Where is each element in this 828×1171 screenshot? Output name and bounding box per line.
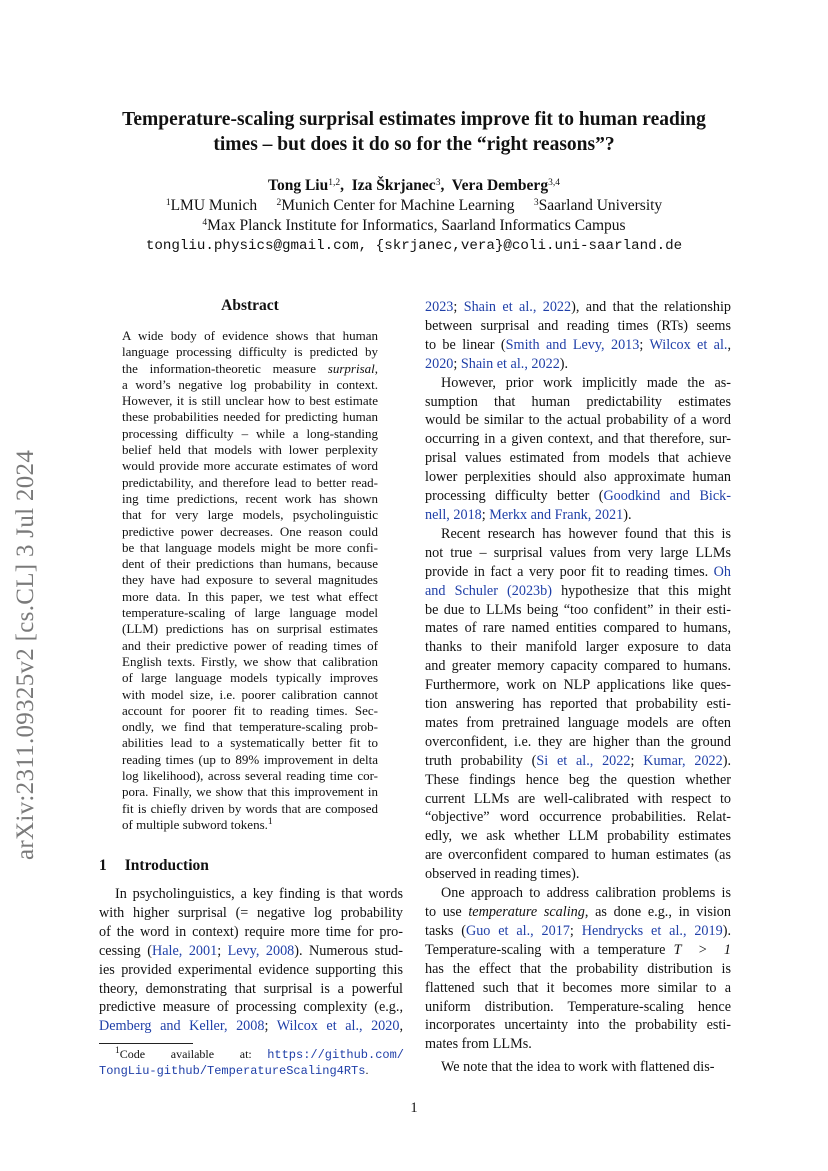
citation-link[interactable] bbox=[536, 753, 630, 769]
text-run: to use bbox=[425, 904, 469, 920]
text-line: Furthermore, work on NLP applications like ques- bbox=[425, 677, 731, 694]
text-line: “objective” word occurrence probabilities. Relat- bbox=[425, 809, 731, 826]
abstract-line bbox=[122, 817, 378, 833]
text-run: , 2022 bbox=[524, 355, 560, 372]
abstract-line: processing difficulty – while a long-standing bbox=[122, 425, 378, 441]
text-line: These findings hence beg the question whether bbox=[425, 771, 731, 788]
text-line: However, prior work implicitly made the as- bbox=[441, 374, 731, 391]
text-run: ; bbox=[569, 922, 582, 939]
text-run: , 2008 bbox=[223, 1018, 265, 1035]
title-line: Temperature-scaling surprisal estimates improve fit to human reading bbox=[122, 109, 706, 130]
text-line bbox=[425, 752, 731, 771]
author-affil-mark: 3,4 bbox=[548, 178, 560, 188]
text-run: provide in fact a very poor fit to reading times. bbox=[425, 563, 714, 580]
emphasis: temperature scaling bbox=[468, 904, 585, 920]
abstract-line: that for very large models, psycholinguistic bbox=[122, 507, 378, 523]
abstract-line: fit is chiefly driven by words that are composed bbox=[122, 800, 378, 816]
page-number: 1 bbox=[410, 1100, 418, 1116]
text-run: Hale bbox=[151, 942, 179, 959]
text-line: tion answering has reported that probability esti- bbox=[425, 696, 731, 713]
abstract-line: the information-theoretic measure surprisal, bbox=[122, 360, 378, 376]
text-run: hypothesize that this might bbox=[551, 582, 732, 599]
abstract-line: reading times (up to 89% improvement in delta bbox=[122, 751, 378, 767]
affiliations-line bbox=[80, 216, 748, 236]
text-run: , 2021 bbox=[587, 506, 624, 523]
text-run: ; bbox=[639, 336, 650, 353]
citation-link[interactable] bbox=[99, 1018, 264, 1034]
footnote-link[interactable]: https://github.com/ bbox=[267, 1048, 405, 1062]
text-run: truth probability ( bbox=[425, 752, 537, 769]
citation-link[interactable] bbox=[228, 943, 295, 959]
abstract-line: they have had exposure to several magnitudes bbox=[122, 572, 378, 588]
text-run: and Schuler bbox=[425, 582, 498, 599]
abstract-line: ondly, we find that temperature-scaling prob- bbox=[122, 719, 378, 735]
citation-link[interactable] bbox=[425, 299, 453, 315]
text-run: , as done e.g., in vision bbox=[584, 904, 731, 920]
abstract-line: A wide body of evidence shows that human bbox=[122, 328, 378, 343]
text-line: uniform distribution. Temperature-scaling hence bbox=[425, 998, 731, 1015]
math-inline: T > 1 bbox=[673, 941, 731, 958]
footnote-line bbox=[99, 1047, 404, 1063]
citation-link[interactable] bbox=[152, 943, 217, 959]
abstract-line: temperature-scaling of large language model bbox=[122, 605, 378, 621]
right-column-body bbox=[425, 298, 731, 1054]
abstract-heading: Abstract bbox=[221, 297, 279, 314]
text-line: observed in reading times). bbox=[425, 866, 580, 883]
citation-link[interactable]: Oh bbox=[713, 563, 731, 580]
author-affil-mark: 1,2 bbox=[328, 178, 341, 188]
text-run: , 2013 bbox=[601, 336, 640, 353]
text-line bbox=[425, 563, 731, 582]
abstract-line: account for poorer fit to reading times. Sec- bbox=[122, 702, 378, 718]
text-run: ; bbox=[453, 355, 461, 372]
text-run: nell bbox=[425, 506, 447, 523]
text-run: ; bbox=[481, 506, 490, 523]
citation-link[interactable] bbox=[489, 507, 623, 523]
citation-link[interactable] bbox=[461, 356, 560, 372]
text-line bbox=[425, 922, 731, 941]
section-title: Introduction bbox=[124, 857, 209, 874]
text-line: We note that the idea to work with flattened dis- bbox=[441, 1059, 715, 1075]
text-run: Temperature-scaling with a temperature bbox=[425, 941, 674, 958]
footnote-mark: 1 bbox=[267, 816, 273, 827]
text-run: ). bbox=[559, 355, 569, 372]
citation-link[interactable] bbox=[582, 923, 723, 939]
footnote-divider bbox=[99, 1043, 193, 1044]
footnote-link[interactable]: TongLiu-github/TemperatureScaling4RTs bbox=[99, 1064, 366, 1078]
text-run: Si et al. bbox=[536, 752, 590, 769]
text-line: has the effect that the probability distribution is bbox=[425, 960, 731, 977]
text-line: mates from pretrained language models are often bbox=[425, 714, 731, 731]
text-line: Recent research has however found that this is bbox=[441, 525, 731, 542]
affiliation: Munich Center for Machine Learning bbox=[281, 197, 515, 214]
section-heading bbox=[99, 857, 209, 875]
right-column-tail bbox=[425, 1058, 731, 1077]
author-list: Tong Liu$^{1,2}$, Iza Škrjanec$^3$, Vera Demberg$^{3,4}$ bbox=[268, 177, 560, 194]
abstract-line: would provide more accurate estimates of word bbox=[122, 458, 378, 474]
paper-title bbox=[80, 107, 748, 157]
text-line: One approach to address calibration problems is bbox=[441, 885, 731, 902]
text-line bbox=[425, 487, 731, 506]
text-run: Shain et al. bbox=[463, 299, 533, 315]
citation-link[interactable] bbox=[425, 507, 482, 523]
text-run: Hendrycks et al. bbox=[581, 922, 683, 939]
text-run: Wilcox et al. bbox=[649, 336, 728, 353]
text-run: , 2022 bbox=[682, 752, 723, 769]
text-line: lower perplexities should also approximate human bbox=[425, 469, 731, 486]
abstract-line: language processing difficulty is predicted by bbox=[122, 344, 378, 360]
text-run: . bbox=[365, 1063, 369, 1077]
abstract-line: log likelihood), across several reading time cor- bbox=[122, 768, 378, 784]
section-number: 1 bbox=[99, 857, 107, 874]
text-line: mates from LLMs. bbox=[425, 1036, 532, 1053]
text-line: edly, we ask whether LLM probability estimates bbox=[425, 828, 731, 845]
text-run: , 2020 bbox=[359, 1018, 400, 1035]
text-run: Shain et al. bbox=[460, 355, 525, 372]
text-line: flattened such that it becomes more similar to a bbox=[425, 979, 731, 996]
text-line: sumption that human predictability estimates bbox=[425, 393, 731, 410]
text-run: Wilcox et al. bbox=[276, 1018, 359, 1035]
text-line: with higher surprisal (= negative log probability bbox=[99, 904, 403, 921]
text-line bbox=[425, 582, 731, 601]
text-line: prisal values estimated from models that achieve bbox=[425, 450, 731, 467]
text-line: be due to LLMs being “too confident” in their esti- bbox=[425, 601, 731, 618]
text-run: ; bbox=[264, 1018, 277, 1035]
arxiv-stamp: arXiv:2311.09325v2 [cs.CL] 3 Jul 2024 bbox=[12, 449, 39, 860]
text-run: ). bbox=[722, 752, 732, 769]
abstract-last-text: of multiple subword tokens. bbox=[122, 816, 268, 832]
author-emails: tongliu.physics@gmail.com, {skrjanec,vera}@coli.uni-saarland.de bbox=[145, 238, 683, 254]
text-line: would be similar to the actual probability of a word bbox=[425, 412, 731, 429]
text-run: Guo et al. bbox=[465, 922, 531, 939]
citation-link[interactable]: Goodkind and Bick- bbox=[603, 488, 731, 505]
text-run: ; bbox=[630, 752, 644, 769]
abstract-line: abilities lead to a systematically better fit to bbox=[122, 735, 378, 751]
text-run: Demberg and Keller bbox=[99, 1018, 224, 1035]
abstract-body bbox=[122, 328, 378, 833]
footnote-line bbox=[99, 1063, 404, 1079]
affiliation: Max Planck Institute for Informatics, Saarland Informatics Campus bbox=[207, 217, 626, 234]
text-run: , 2008 bbox=[255, 942, 295, 959]
text-line bbox=[425, 355, 731, 374]
text-line: mates of rare named entities compared to humans, bbox=[425, 620, 731, 637]
abstract-line: of large language models typically improves bbox=[122, 670, 378, 686]
citation-link[interactable] bbox=[425, 583, 552, 599]
text-line: incorporates uncertainty into the probability esti- bbox=[425, 1017, 731, 1034]
text-line: current LLMs are well-calibrated with respect to bbox=[425, 790, 731, 807]
text-run: 2023 bbox=[425, 299, 454, 315]
text-run: , 2022 bbox=[532, 299, 572, 315]
abstract-line: English texts. Firstly, we show that calibration bbox=[122, 653, 378, 669]
text-line bbox=[99, 1017, 403, 1036]
affiliation: LMU Munich bbox=[170, 197, 258, 214]
text-run: Merkx and Frank bbox=[489, 506, 588, 523]
text-run: (2023b) bbox=[497, 582, 552, 599]
abstract-line: be that language models might be more confi- bbox=[122, 539, 378, 555]
text-line: thanks to their manifold larger exposure to data bbox=[425, 639, 731, 656]
text-run: , 2022 bbox=[589, 752, 631, 769]
title-line: times – but does it do so for the “right reasons”? bbox=[213, 134, 615, 155]
author-affil-mark: 3 bbox=[435, 178, 441, 188]
text-run: , 2018 bbox=[446, 506, 482, 523]
left-column-body bbox=[99, 885, 403, 1036]
text-line: occurring in a given context, and that therefore, sur- bbox=[425, 431, 731, 448]
text-run: 2020 bbox=[425, 355, 454, 372]
citation-link[interactable] bbox=[464, 299, 571, 315]
citation-link[interactable] bbox=[649, 337, 727, 353]
text-line: not true – surprisal values from very large LLMs bbox=[425, 544, 731, 561]
text-line bbox=[425, 336, 731, 355]
text-run: , bbox=[727, 336, 732, 353]
abstract-line: a word’s negative log probability in context. bbox=[122, 376, 378, 392]
text-run: processing difficulty better ( bbox=[425, 488, 604, 505]
text-line: overconfident, i.e. they are higher than the ground bbox=[425, 733, 731, 750]
text-run: tasks ( bbox=[425, 922, 466, 939]
text-run: cessing ( bbox=[99, 942, 152, 959]
author-name: Tong Liu bbox=[268, 177, 329, 194]
citation-link[interactable] bbox=[643, 753, 723, 769]
text-line: ies provided experimental evidence supporting this bbox=[99, 961, 403, 978]
text-run: to be linear ( bbox=[425, 336, 506, 353]
text-line: predictive measure of processing complexity (e.g., bbox=[99, 999, 403, 1016]
abstract-line: ing time predictions, recent work has shown bbox=[122, 490, 378, 506]
abstract-line: pora. Finally, we show that this improvement in bbox=[122, 784, 378, 800]
affil-mark: 4 bbox=[202, 218, 208, 228]
text-run: Smith and Levy bbox=[505, 336, 602, 353]
text-line bbox=[425, 903, 731, 922]
abstract-line: However, it is still unclear how to best estimate bbox=[122, 393, 378, 409]
text-run: Code available at: bbox=[119, 1047, 252, 1061]
abstract-line: predictability, and therefore lead to better read- bbox=[122, 474, 378, 490]
text-run: ). bbox=[722, 922, 731, 939]
text-line: and greater memory capacity compared to humans. bbox=[425, 658, 731, 675]
text-line: In psycholinguistics, a key finding is that words bbox=[115, 886, 403, 902]
citation-link[interactable] bbox=[466, 923, 570, 939]
affiliation: Saarland University bbox=[538, 197, 663, 214]
text-run: ; bbox=[453, 299, 464, 315]
citation-link[interactable] bbox=[277, 1018, 400, 1034]
footnote bbox=[99, 1047, 404, 1079]
text-run: ). Numerous stud- bbox=[294, 942, 403, 959]
text-line bbox=[425, 941, 731, 960]
text-run: ), and that the relationship bbox=[571, 299, 731, 315]
text-run: ). bbox=[623, 506, 632, 523]
text-line bbox=[425, 298, 731, 317]
text-line: between surprisal and reading times (RTs) seems bbox=[425, 317, 731, 334]
author-name: Iza Škrjanec bbox=[351, 177, 436, 194]
text-run: ; bbox=[217, 942, 228, 959]
abstract-line: more data. In this paper, we test what effect bbox=[122, 588, 378, 604]
text-line bbox=[425, 506, 731, 525]
affil-mark: 2 bbox=[276, 198, 282, 208]
abstract-line: these probabilities needed for predicting human bbox=[122, 409, 378, 425]
affil-mark: 3 bbox=[533, 198, 539, 208]
text-run: , 2001 bbox=[178, 942, 218, 959]
abstract-line: dent of their predictions than humans, because bbox=[122, 556, 378, 572]
text-line: of the word in context) require more time for pro- bbox=[99, 923, 403, 940]
text-run: , 2017 bbox=[530, 922, 570, 939]
affil-mark: 1 bbox=[165, 198, 171, 208]
abstract-line: belief held that models with lower perplexity bbox=[122, 442, 378, 458]
citation-link[interactable] bbox=[425, 356, 453, 372]
footnote-mark: 1 bbox=[115, 1046, 120, 1056]
affiliations-line bbox=[80, 196, 748, 216]
abstract-line: and their predictive power of reading times of bbox=[122, 637, 378, 653]
text-run: , 2019 bbox=[682, 922, 723, 939]
text-run: Levy bbox=[227, 942, 256, 959]
text-line: are overconfident compared to human estimates (as bbox=[425, 847, 731, 864]
abstract-line: predictive power decreases. One reason could bbox=[122, 523, 378, 539]
text-line: theory, demonstrating that surprisal is a powerful bbox=[99, 980, 403, 997]
abstract-line: with model size, i.e. poorer calibration cannot bbox=[122, 686, 378, 702]
author-name: Vera Demberg bbox=[451, 177, 549, 194]
text-run: Kumar bbox=[643, 752, 683, 769]
text-line bbox=[99, 942, 403, 961]
text-run: , bbox=[399, 1018, 404, 1035]
abstract-line: (LLM) predictions has on surprisal estimates bbox=[122, 621, 378, 637]
citation-link[interactable] bbox=[506, 337, 640, 353]
